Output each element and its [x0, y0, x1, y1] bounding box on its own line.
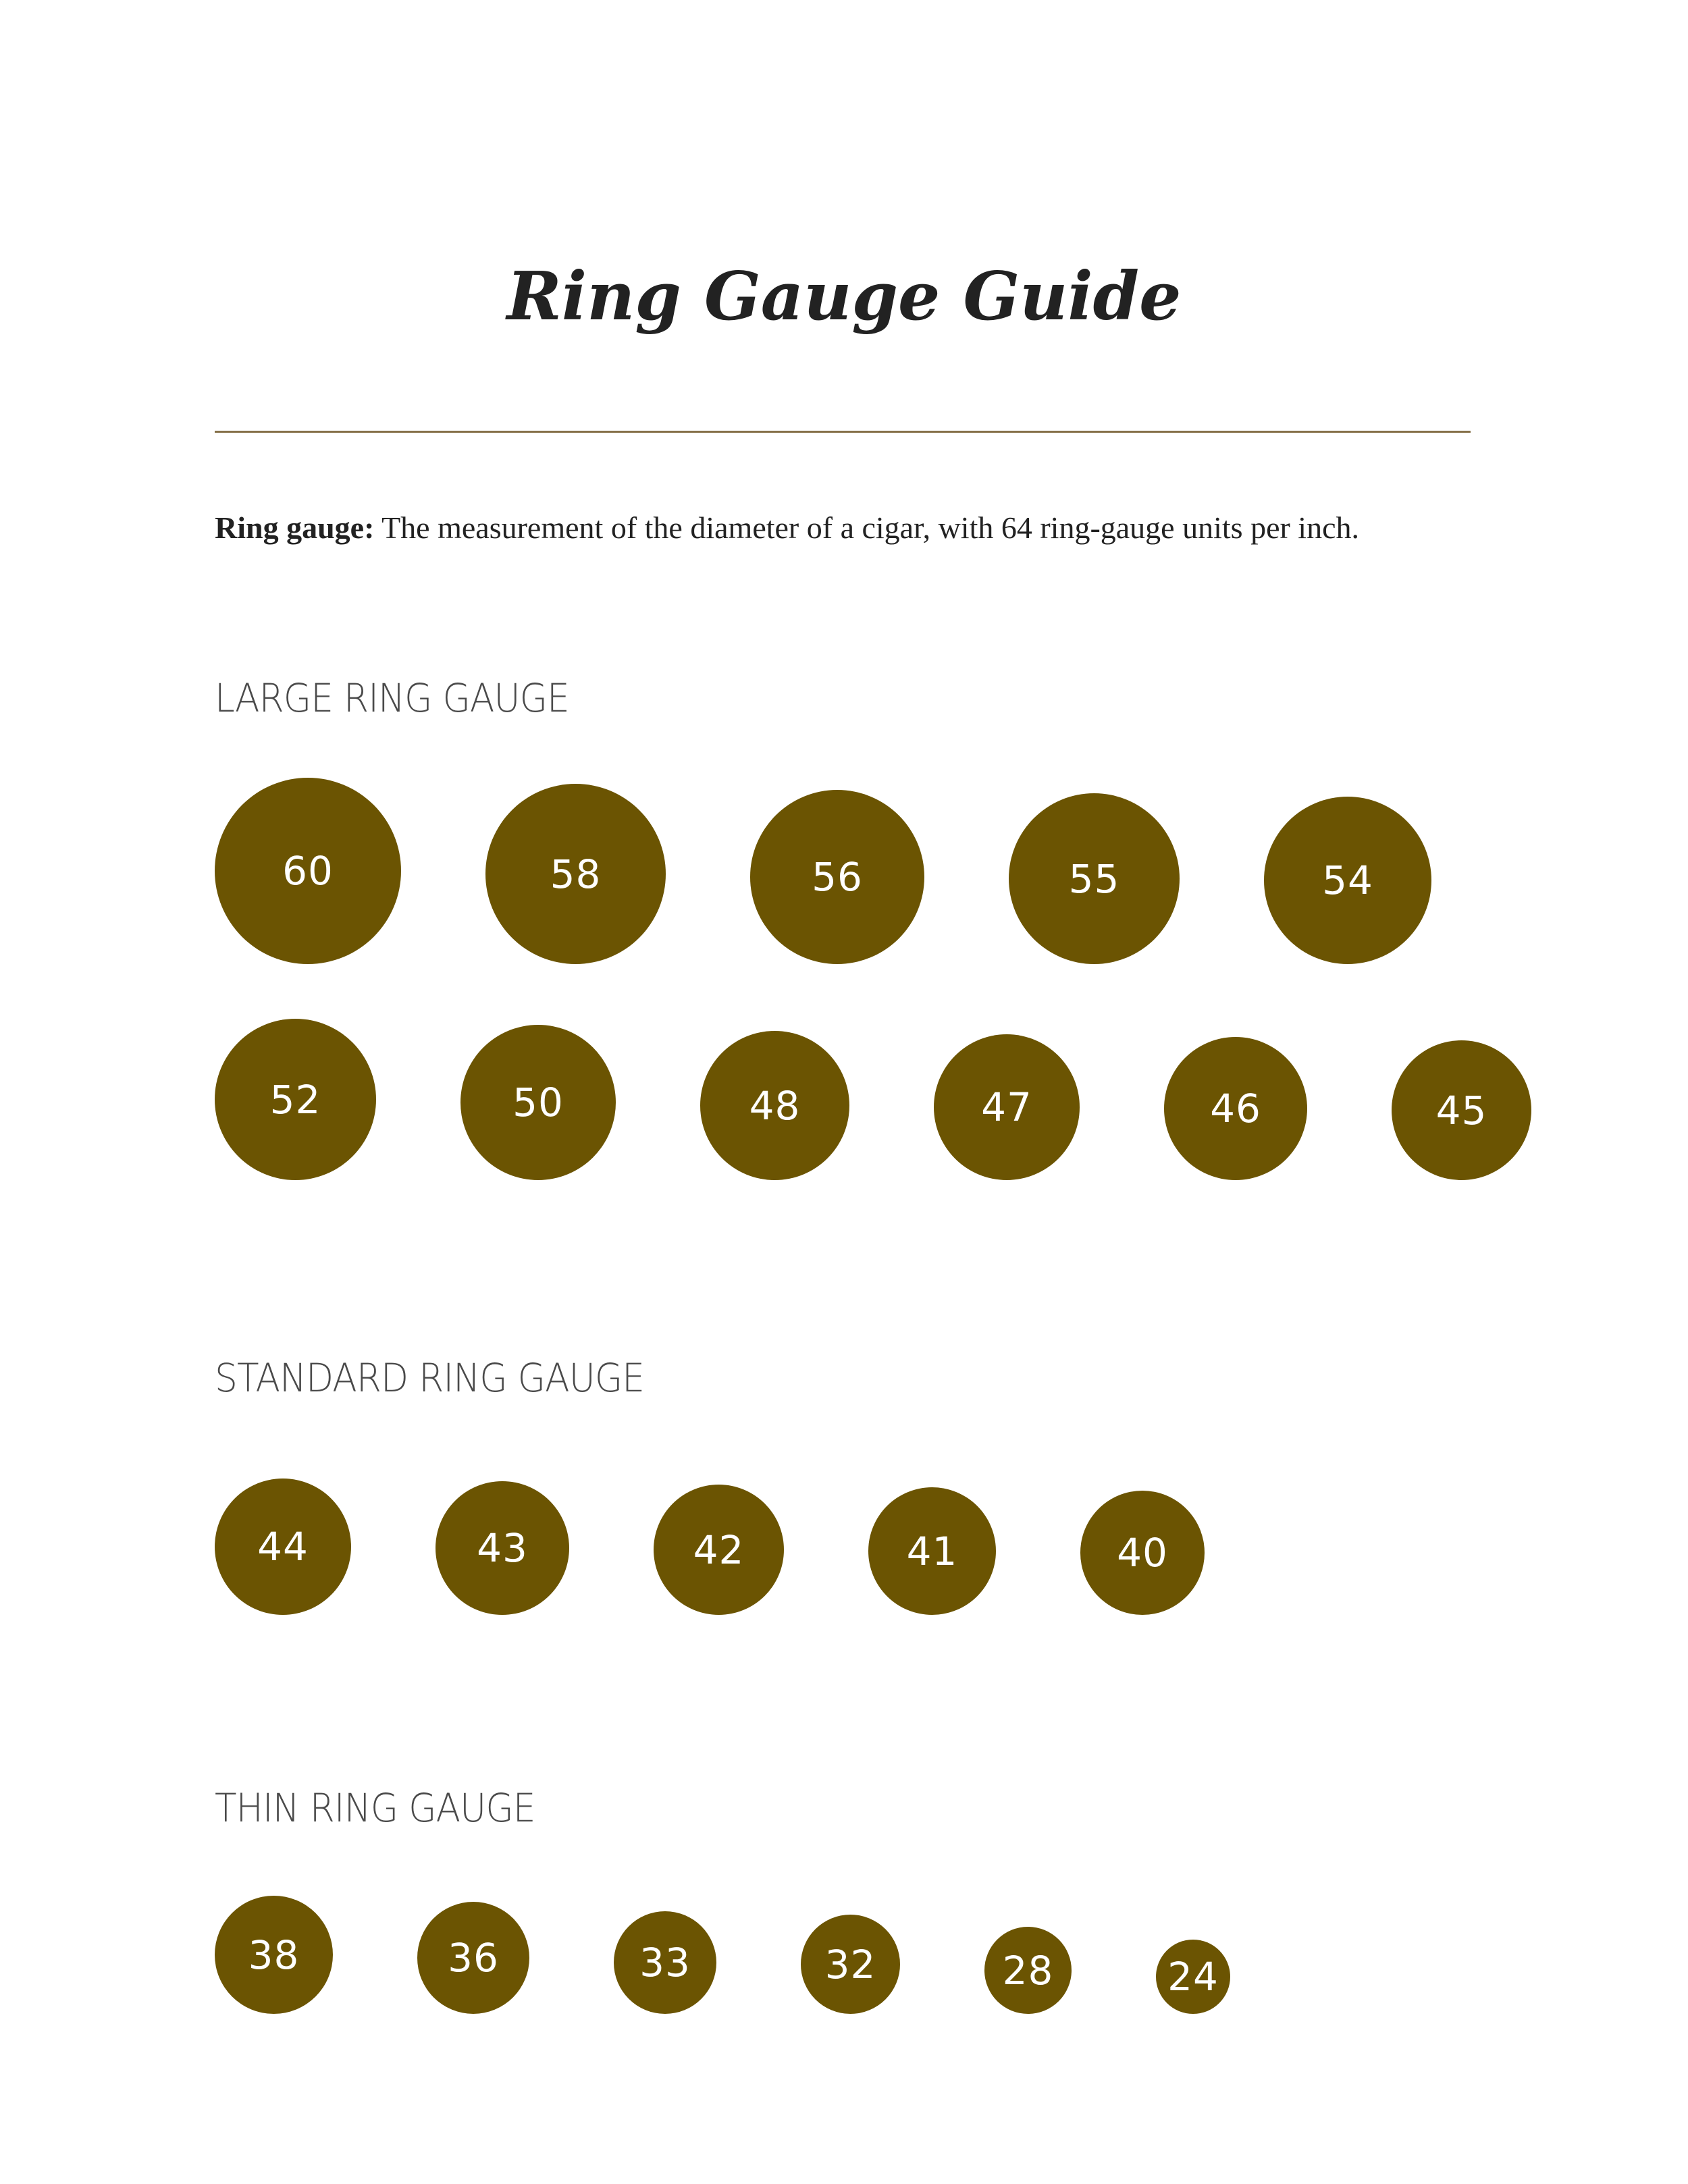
gauge-circle-43 [436, 1481, 569, 1615]
gauge-circle-28 [984, 1927, 1072, 2014]
ring-gauge-definition [215, 508, 1498, 548]
gauge-label: 55 [1068, 855, 1120, 902]
gauge-circle-33 [614, 1911, 716, 2014]
gauge-circle-46 [1164, 1037, 1307, 1180]
gauge-label: 41 [906, 1528, 958, 1574]
gauge-label: 40 [1117, 1530, 1168, 1576]
gauge-circle-47 [934, 1034, 1080, 1180]
gauge-label: 33 [639, 1940, 691, 1986]
gauge-circle-48 [700, 1031, 849, 1180]
gauge-circle-42 [654, 1485, 784, 1615]
thin-ring-gauge-heading: THIN RING GAUGE [215, 1785, 535, 1831]
gauge-label: 60 [282, 848, 334, 894]
gauge-label: 52 [269, 1076, 321, 1123]
gauge-circle-44 [215, 1479, 351, 1615]
standard-ring-gauge-heading: STANDARD RING GAUGE [215, 1355, 645, 1401]
gauge-label: 45 [1435, 1087, 1487, 1134]
gauge-label: 24 [1167, 1954, 1219, 2000]
gauge-circle-58 [485, 784, 666, 964]
gauge-circle-52 [215, 1019, 376, 1180]
gauge-label: 54 [1322, 857, 1373, 903]
gauge-circle-45 [1392, 1040, 1531, 1180]
gauge-circle-40 [1080, 1491, 1205, 1615]
gauge-circle-41 [868, 1487, 996, 1615]
gauge-circle-32 [801, 1915, 900, 2014]
gauge-label: 47 [981, 1084, 1032, 1130]
gauge-label: 46 [1210, 1086, 1261, 1131]
gauge-circle-24 [1156, 1940, 1230, 2014]
gauge-label: 58 [550, 851, 602, 897]
gauge-label: 42 [693, 1526, 745, 1573]
gauge-circle-38 [215, 1896, 333, 2014]
gauge-circle-54 [1264, 797, 1431, 964]
gauge-label: 48 [749, 1082, 801, 1129]
gauge-label: 50 [512, 1080, 564, 1125]
gauge-label: 38 [248, 1932, 300, 1978]
gauge-circle-36 [417, 1902, 529, 2014]
gauge-label: 36 [448, 1935, 499, 1981]
gauge-circle-60 [215, 778, 401, 964]
gauge-label: 32 [824, 1941, 876, 1988]
gauge-label: 56 [812, 854, 863, 900]
gauge-circle-50 [460, 1025, 616, 1180]
definition-text: The measurement of the diameter of a cigar, with 64 ring-gauge units per inch. [374, 510, 1359, 545]
gauge-label: 44 [257, 1524, 309, 1570]
gauge-label: 43 [477, 1525, 528, 1571]
page-title: Ring Gauge Guide [506, 258, 1182, 336]
definition-term: Ring gauge: [215, 510, 375, 545]
title-divider [215, 431, 1471, 433]
gauge-label: 28 [1002, 1947, 1054, 1994]
gauge-circle-56 [750, 790, 924, 964]
large-ring-gauge-heading: LARGE RING GAUGE [215, 675, 569, 721]
gauge-circle-55 [1009, 793, 1180, 964]
